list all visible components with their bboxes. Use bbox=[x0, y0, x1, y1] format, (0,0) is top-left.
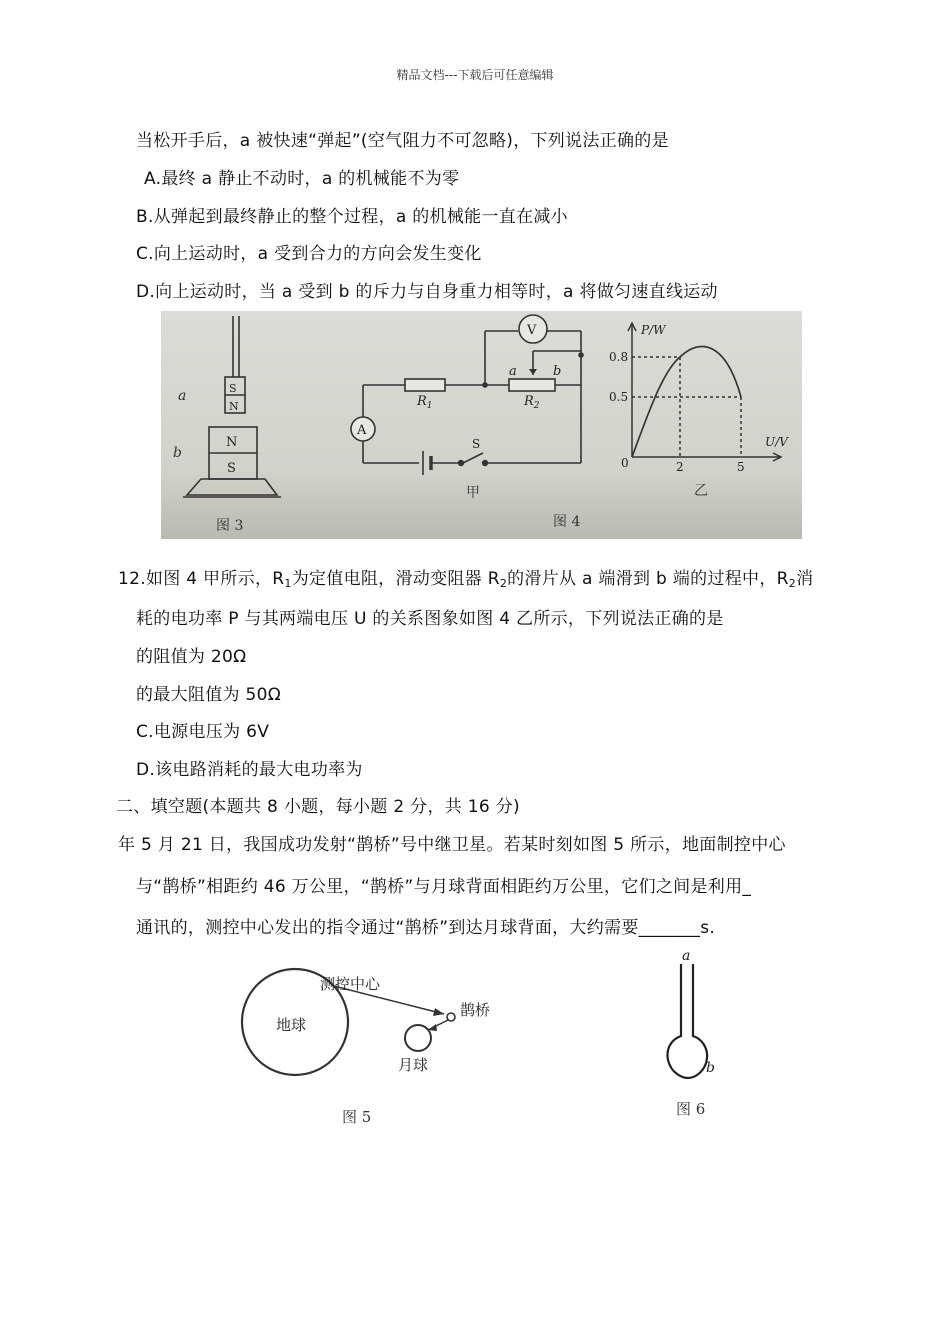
q12-stem-line1: 12.如图 4 甲所示，$R_1$为定值电阻，滑动变阻器 $R_2$的滑片从 a 端滑到 b 端的过程中，$R_2$消 bbox=[118, 569, 814, 590]
q11-stem: 当松开手后，a 被快速“弹起”(空气阻力不可忽略)，下列说法正确的是 bbox=[136, 131, 669, 151]
magnet-top-n: N bbox=[229, 400, 239, 413]
slider-end-a: a bbox=[509, 364, 517, 379]
q12-option-c: C.电源电压为 6V bbox=[136, 722, 270, 742]
graph-y-label: P/W bbox=[641, 323, 666, 337]
r2-label: $R_2$ bbox=[524, 394, 540, 411]
fig6-label-b: b bbox=[706, 1060, 715, 1076]
graph-tick-2: 2 bbox=[676, 460, 684, 474]
q13-line3: 通讯的，测控中心发出的指令通过“鹊桥”到达月球背面，大约需要_______s. bbox=[136, 918, 716, 938]
magnet-bottom-n: N bbox=[226, 435, 238, 450]
q12-stem-line2: 耗的电功率 P 与其两端电压 U 的关系图象如图 4 乙所示，下列说法正确的是 bbox=[136, 609, 724, 629]
graph-tick-0: 0 bbox=[621, 456, 629, 470]
fig3-label-a: a bbox=[178, 388, 187, 404]
slider-end-b: b bbox=[553, 364, 562, 379]
junction-dot-2 bbox=[578, 352, 584, 358]
q12-option-b: 的最大阻值为 50Ω bbox=[136, 685, 282, 705]
graph-label-yi: 乙 bbox=[694, 483, 708, 499]
q11-option-a: A.最终 a 静止不动时，a 的机械能不为零 bbox=[144, 169, 460, 189]
figure-3-4-panel bbox=[161, 311, 802, 539]
magnet-top-s: S bbox=[229, 382, 237, 395]
switch-label: S bbox=[472, 437, 481, 451]
fig4-caption: 图 4 bbox=[553, 514, 581, 530]
figure-5 bbox=[240, 960, 520, 1140]
fig5-caption: 图 5 bbox=[342, 1108, 372, 1126]
q11-option-b: B.从弹起到最终静止的整个过程，a 的机械能一直在减小 bbox=[136, 207, 568, 227]
graph-x-label: U/V bbox=[765, 435, 788, 449]
graph-tick-08: 0.8 bbox=[609, 350, 629, 364]
relay-satellite bbox=[447, 1013, 455, 1021]
q11-option-c: C.向上运动时，a 受到合力的方向会发生变化 bbox=[136, 244, 482, 264]
relay-label: 鹊桥 bbox=[460, 1001, 491, 1019]
q12-option-a: 的阻值为 20Ω bbox=[136, 647, 247, 667]
circuit-label-jia: 甲 bbox=[466, 485, 480, 501]
flask-outline bbox=[668, 964, 708, 1078]
fig6-label-a: a bbox=[682, 948, 691, 964]
voltmeter-label: V bbox=[527, 323, 537, 338]
q11-option-d: D.向上运动时，当 a 受到 b 的斥力与自身重力相等时，a 将做匀速直线运动 bbox=[136, 282, 718, 302]
moon-label: 月球 bbox=[398, 1056, 429, 1074]
q13-line2: 与“鹊桥”相距约 46 万公里，“鹊桥”与月球背面相距约万公里，它们之间是利用_ bbox=[136, 877, 752, 897]
fig6-caption: 图 6 bbox=[676, 1100, 706, 1118]
r1-label: $R_1$ bbox=[417, 394, 433, 411]
magnet-bottom-s: S bbox=[227, 461, 236, 476]
figure-6 bbox=[660, 948, 740, 1128]
junction-dot bbox=[482, 382, 488, 388]
q12-option-d: D.该电路消耗的最大电功率为 bbox=[136, 760, 363, 780]
page-header: 精品文档---下载后可任意编辑 bbox=[396, 68, 554, 82]
ammeter-label: A bbox=[357, 423, 367, 438]
moon-circle bbox=[405, 1025, 431, 1051]
graph-tick-5: 5 bbox=[737, 460, 745, 474]
graph-tick-05: 0.5 bbox=[609, 390, 629, 404]
fig3-label-b: b bbox=[173, 445, 182, 461]
fig3-caption: 图 3 bbox=[216, 518, 244, 534]
earth-label: 地球 bbox=[276, 1016, 307, 1034]
control-center-label: 测控中心 bbox=[320, 975, 381, 993]
q13-line1: 年 5 月 21 日，我国成功发射“鹊桥”号中继卫星。若某时刻如图 5 所示，地面制控中心 bbox=[118, 835, 786, 855]
section-2-heading: 二、填空题(本题共 8 小题，每小题 2 分，共 16 分) bbox=[116, 797, 520, 817]
